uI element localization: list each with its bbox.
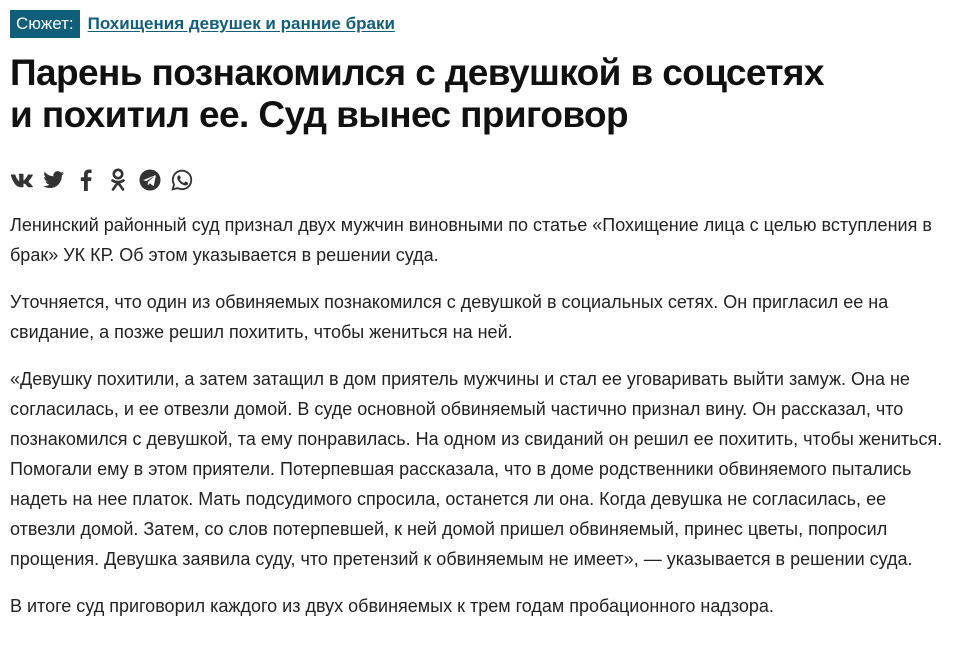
article-paragraph: «Девушку похитили, а затем затащил в дом приятель мужчины и стал ее уговаривать выйти замуж. Она не согласилась, и ее отвезли домой. В суде основной обвиняемый частично признал вину. Он рассказал, что познакомился с девушкой, та ему понравилась. На одном из свиданий он решил ее похитить, чтобы жениться. Помогали ему в этом приятели. Потерпевшая рассказала, что в доме родственники обвиняемого пытались надеть на нее платок. Мать подсудимого спросила, останется ли она. Когда девушка не согласилась, ее отвезли домой. Затем, со слов потерпевшей, к ней домой пришел обвиняемый, принес цветы, попросил прощения. Девушка заявила суду, что претензий к обвиняемым не имеет», — указывается в решении суда.	[10, 369, 943, 569]
share-bar	[10, 166, 194, 194]
odnoklassniki-icon[interactable]	[106, 168, 130, 192]
story-badge: Сюжет:	[10, 10, 80, 38]
article-paragraph: Ленинский районный суд признал двух мужчин виновными по статье «Похищение лица с целью вступления в брак» УК КР. Об этом указывается в решении суда.	[10, 215, 932, 265]
article-paragraph: Уточняется, что один из обвиняемых познакомился с девушкой в социальных сетях. Он пригласил ее на свидание, а позже решил похитить, чтобы жениться на ней.	[10, 292, 889, 342]
article-headline	[10, 52, 910, 136]
whatsapp-icon[interactable]	[170, 168, 194, 192]
article-body	[10, 210, 945, 638]
story-tag	[10, 10, 395, 38]
telegram-icon[interactable]	[138, 168, 162, 192]
headline-line-1: Парень познакомился с девушкой в соцсетях	[10, 52, 824, 93]
story-link[interactable]: Похищения девушек и ранние браки	[87, 14, 395, 33]
headline-line-2: и похитил ее. Суд вынес приговор	[10, 94, 629, 135]
vk-icon[interactable]	[10, 168, 34, 192]
facebook-icon[interactable]	[74, 168, 98, 192]
twitter-icon[interactable]	[42, 168, 66, 192]
article-paragraph: В итоге суд приговорил каждого из двух обвиняемых к трем годам пробационного надзора.	[10, 596, 774, 616]
